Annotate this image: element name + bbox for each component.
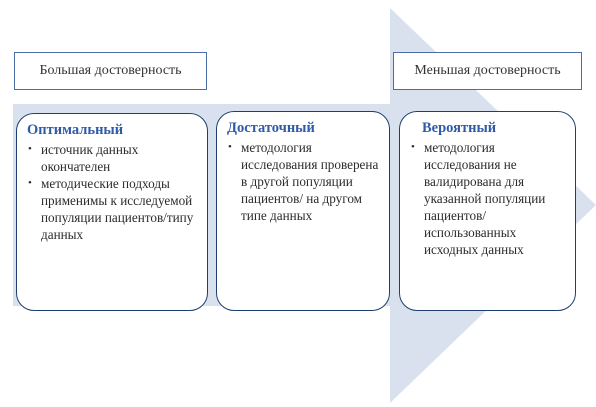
list-item: [410, 139, 565, 258]
bullet-icon: •: [28, 143, 32, 155]
list-item: [27, 141, 197, 175]
list-item-text: методология исследования не валидирована для указанной популяции пациентов/ использованных исходных данных: [424, 140, 546, 257]
lesser-reliability-label: [393, 52, 582, 90]
lesser-reliability-text: Меньшая достоверность: [414, 63, 561, 78]
card-probable-list: [410, 139, 565, 258]
greater-reliability-text: Большая достоверность: [39, 63, 182, 78]
bullet-icon: •: [228, 141, 232, 153]
card-optimal-list: [27, 141, 197, 243]
card-title-probable: Вероятный: [422, 120, 497, 136]
card-title-optimal: Оптимальный: [27, 122, 124, 138]
greater-reliability-label: [14, 52, 207, 90]
card-sufficient: [216, 111, 390, 311]
list-item-text: источник данных окончателен: [41, 142, 139, 174]
card-optimal: [16, 113, 208, 311]
bullet-icon: •: [411, 141, 415, 153]
list-item-text: методология исследования проверена в другой популяции пациентов/ на другом типе данных: [241, 140, 379, 223]
bullet-icon: •: [28, 177, 32, 189]
card-title-sufficient: Достаточный: [227, 120, 315, 136]
list-item: [27, 175, 197, 243]
card-probable: [399, 111, 576, 311]
list-item-text: методические подходы применимы к исследуемой популяции пациентов/типу данных: [41, 176, 194, 242]
card-sufficient-list: [227, 139, 379, 224]
list-item: [227, 139, 379, 224]
